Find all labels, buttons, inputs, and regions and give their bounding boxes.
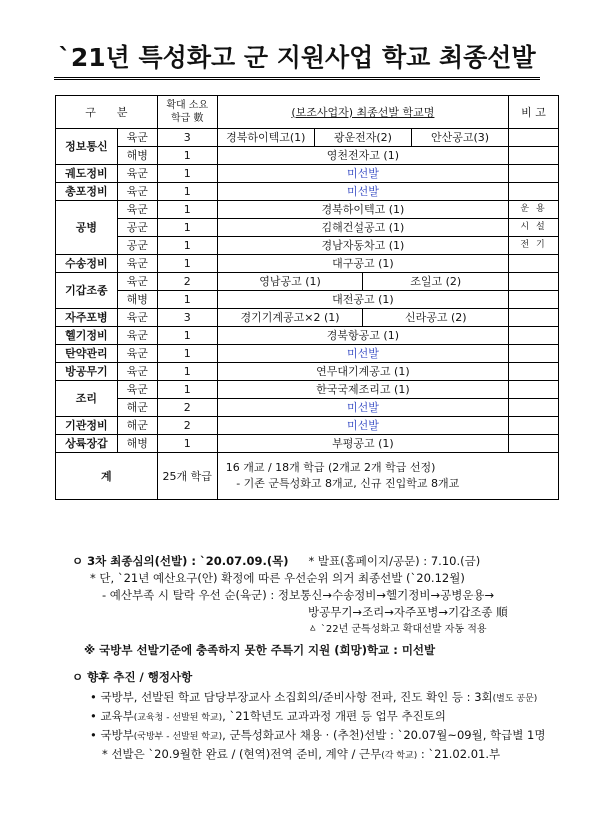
table-row <box>56 183 559 201</box>
row-category: 조리 <box>56 381 118 417</box>
note-text: , `21학년도 교과과정 개편 등 업무 추진토의 <box>222 709 446 723</box>
note-text-small: (국방부 - 선발된 학교) <box>133 732 223 742</box>
row-remarks <box>509 255 559 273</box>
row-branch: 육군 <box>117 165 157 183</box>
header-classes-line2: 학급 數 <box>170 113 204 124</box>
row-remarks <box>509 183 559 201</box>
school-name: 부평공고 (1) <box>217 435 508 453</box>
table-row <box>56 201 559 219</box>
header-school-main: 최종선발 학교명 <box>353 105 435 119</box>
row-remarks: 시 설 <box>509 219 559 237</box>
table-header-row <box>56 96 559 129</box>
row-classes: 2 <box>157 399 217 417</box>
school-name-unselected: 미선발 <box>217 345 508 363</box>
row-branch: 해병 <box>117 147 157 165</box>
row-classes: 2 <box>157 417 217 435</box>
row-classes: 1 <box>157 219 217 237</box>
row-schools <box>217 273 508 291</box>
header-school-prefix: (보조사업자) <box>291 105 354 119</box>
row-category: 상륙장갑 <box>56 435 118 453</box>
school-name: 연무대기계공고 (1) <box>217 363 508 381</box>
header-remarks: 비 고 <box>509 96 559 129</box>
school-name: 한국국제조리고 (1) <box>217 381 508 399</box>
header-classes-line1: 확대 소요 <box>166 100 209 111</box>
row-classes: 1 <box>157 147 217 165</box>
row-remarks: 전 기 <box>509 237 559 255</box>
header-category: 구 분 <box>56 96 158 129</box>
note-line: ※ 국방부 선발기준에 충족하지 못한 주특기 지원 (희망)학교 : 미선발 <box>84 643 436 657</box>
total-line2: - 기존 군특성화고 8개교, 신규 진입학교 8개교 <box>236 477 460 490</box>
table-row <box>56 381 559 399</box>
selection-table <box>55 95 559 500</box>
row-remarks <box>509 273 559 291</box>
row-remarks <box>509 417 559 435</box>
row-branch: 육군 <box>117 183 157 201</box>
table-row <box>56 363 559 381</box>
school-name: 경기기계공고×2 (1) <box>240 311 340 324</box>
school-name-unselected: 미선발 <box>217 165 508 183</box>
school-name: 대전공고 (1) <box>217 291 508 309</box>
row-category: 수송정비 <box>56 255 118 273</box>
row-category: 헬기정비 <box>56 327 118 345</box>
row-branch: 육군 <box>117 255 157 273</box>
note-text: * 선발은 `20.9월한 완료 / (현역)전역 준비, 계약 / 근무 <box>102 747 382 761</box>
row-remarks <box>509 327 559 345</box>
note-heading: ㅇ 향후 추진 / 행정사항 <box>72 670 193 684</box>
table-row <box>56 399 559 417</box>
table-row <box>56 273 559 291</box>
note-line: - 예산부족 시 탈락 우선 순(육군) : 정보통신→수송정비→헬기정비→공병운용→ <box>102 588 495 602</box>
table-row <box>56 345 559 363</box>
row-branch: 육군 <box>117 327 157 345</box>
note-text: • 국방부, 선발된 학교 담당부장교사 소집회의/준비사항 전파, 진도 확인 등 : 3회 <box>90 690 493 704</box>
row-category: 정보통신 <box>56 129 118 165</box>
note-text-small: (별도 공문) <box>492 694 538 704</box>
row-schools <box>217 129 508 147</box>
table-total-row <box>56 453 559 500</box>
note-line: * 단, `21년 예산요구(안) 확정에 따른 우선순위 의거 최종선발 (`20.12월) <box>90 571 465 585</box>
school-name: 신라공고 (2) <box>362 309 508 326</box>
row-branch: 해병 <box>117 435 157 453</box>
row-remarks <box>509 345 559 363</box>
total-label: 계 <box>56 453 158 500</box>
table-row <box>56 327 559 345</box>
note-line <box>72 553 572 570</box>
row-classes: 1 <box>157 291 217 309</box>
row-classes: 1 <box>157 201 217 219</box>
row-classes: 1 <box>157 435 217 453</box>
school-name: 안산공고(3) <box>411 129 508 146</box>
total-classes: 25개 학급 <box>157 453 217 500</box>
title-wrap <box>0 38 594 80</box>
note-announce: * 발표(홈페이지/공문) : 7.10.(금) <box>308 554 481 568</box>
row-classes: 1 <box>157 165 217 183</box>
row-classes: 2 <box>157 273 217 291</box>
row-branch: 육군 <box>117 201 157 219</box>
row-category: 총포정비 <box>56 183 118 201</box>
note-text: , 군특성화교사 채용 · (추천)선발 : `20.07월~09월, 학급별 1명 <box>222 728 546 742</box>
row-classes: 1 <box>157 327 217 345</box>
row-branch: 육군 <box>117 345 157 363</box>
row-classes: 1 <box>157 237 217 255</box>
table-row <box>56 255 559 273</box>
row-classes: 3 <box>157 129 217 147</box>
row-category: 자주포병 <box>56 309 118 327</box>
note-final-review: ㅇ 3차 최종심의(선발) : `20.07.09.(목) <box>72 554 289 568</box>
note-text-small: (각 학교) <box>381 751 418 761</box>
row-classes: 1 <box>157 255 217 273</box>
school-name: 경남자동차고 (1) <box>217 237 508 255</box>
row-branch: 공군 <box>117 237 157 255</box>
school-name: 경북하이텍고 (1) <box>217 201 508 219</box>
table-row <box>56 291 559 309</box>
row-remarks <box>509 165 559 183</box>
note-text-small: (교육청 - 선발된 학교) <box>133 713 223 723</box>
row-branch: 육군 <box>117 129 157 147</box>
total-summary <box>217 453 558 500</box>
table-row <box>56 435 559 453</box>
row-category: 궤도정비 <box>56 165 118 183</box>
note-line: 방공무기→조리→자주포병→기갑조종 順 <box>308 605 508 619</box>
note-text: • 국방부 <box>90 728 134 742</box>
row-remarks <box>509 147 559 165</box>
row-classes: 3 <box>157 309 217 327</box>
school-name: 경북하이텍고(1) <box>226 131 306 144</box>
row-branch: 육군 <box>117 273 157 291</box>
table-row <box>56 147 559 165</box>
row-branch: 해병 <box>117 291 157 309</box>
row-remarks <box>509 363 559 381</box>
row-category: 방공무기 <box>56 363 118 381</box>
row-remarks <box>509 399 559 417</box>
row-classes: 1 <box>157 345 217 363</box>
note-line <box>72 727 572 746</box>
row-schools <box>217 309 508 327</box>
school-name-unselected: 미선발 <box>217 183 508 201</box>
row-classes: 1 <box>157 183 217 201</box>
row-category: 기관정비 <box>56 417 118 435</box>
row-remarks: 운 용 <box>509 201 559 219</box>
row-branch: 해군 <box>117 399 157 417</box>
table-row <box>56 417 559 435</box>
school-name: 대구공고 (1) <box>217 255 508 273</box>
school-name: 영천전자고 (1) <box>217 147 508 165</box>
header-school <box>217 96 508 129</box>
school-name: 김해건설공고 (1) <box>217 219 508 237</box>
row-classes: 1 <box>157 381 217 399</box>
row-remarks <box>509 129 559 147</box>
school-name: 조일고 (2) <box>362 273 508 290</box>
table-row <box>56 309 559 327</box>
row-branch: 육군 <box>117 381 157 399</box>
row-remarks <box>509 309 559 327</box>
row-remarks <box>509 291 559 309</box>
note-text: • 교육부 <box>90 709 134 723</box>
notes-section <box>72 553 572 765</box>
page-title: `21년 특성화고 군 지원사업 학교 최종선발 <box>54 38 539 80</box>
row-branch: 해군 <box>117 417 157 435</box>
row-category: 공병 <box>56 201 118 255</box>
row-category: 기갑조종 <box>56 273 118 309</box>
school-name-unselected: 미선발 <box>217 399 508 417</box>
note-text: : `21.02.01.부 <box>417 747 501 761</box>
row-classes: 1 <box>157 363 217 381</box>
note-line <box>72 689 572 708</box>
row-remarks <box>509 435 559 453</box>
row-branch: 육군 <box>117 309 157 327</box>
table-row <box>56 129 559 147</box>
row-remarks <box>509 381 559 399</box>
table-row <box>56 165 559 183</box>
note-line <box>72 746 572 765</box>
school-name: 경북항공고 (1) <box>217 327 508 345</box>
row-branch: 육군 <box>117 363 157 381</box>
total-line1: 16 개교 / 18개 학급 (2개교 2개 학급 선정) <box>225 461 436 474</box>
table-row <box>56 219 559 237</box>
header-classes <box>157 96 217 129</box>
note-line: ㅿ `22년 군특성화고 확대선발 자동 적용 <box>308 624 487 635</box>
row-branch: 공군 <box>117 219 157 237</box>
school-name: 광운전자(2) <box>314 129 411 146</box>
school-name-unselected: 미선발 <box>217 417 508 435</box>
table-row <box>56 237 559 255</box>
row-category: 탄약관리 <box>56 345 118 363</box>
note-line <box>72 708 572 727</box>
school-name: 영남공고 (1) <box>259 275 321 288</box>
